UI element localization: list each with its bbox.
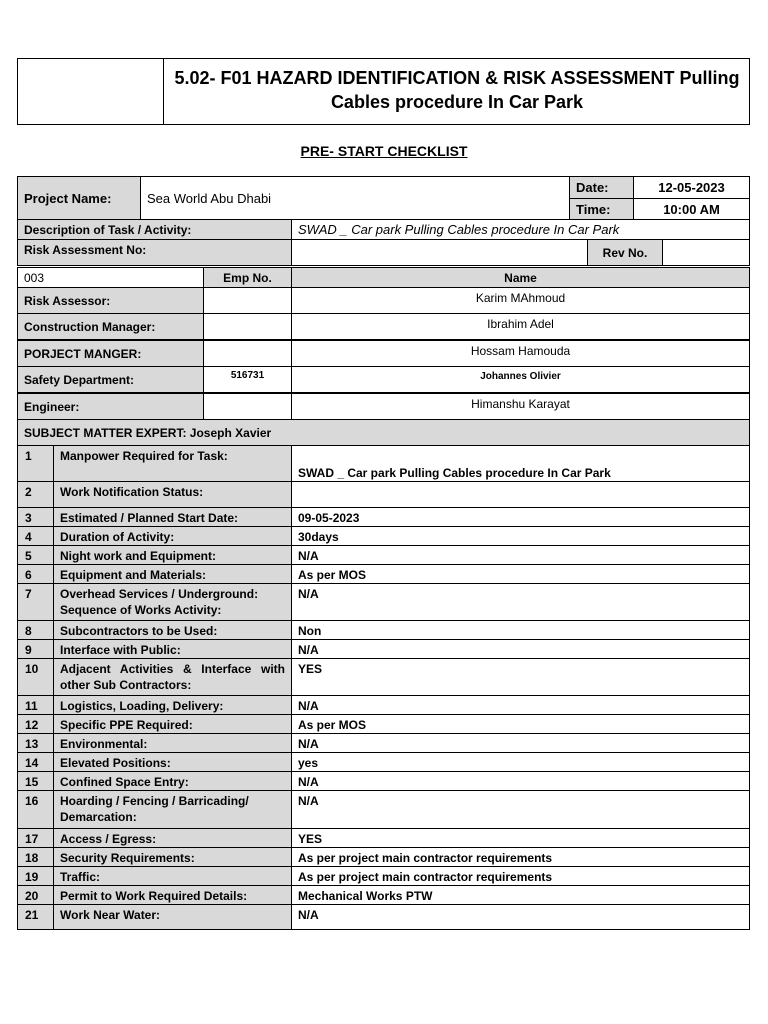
checklist-number: 6	[17, 564, 54, 584]
checklist-item: Equipment and Materials:	[53, 564, 292, 584]
checklist-value: YES	[291, 828, 750, 848]
checklist-number: 19	[17, 866, 54, 886]
checklist-item: Interface with Public:	[53, 639, 292, 659]
checklist-number: 8	[17, 620, 54, 640]
personnel-role: Safety Department:	[17, 366, 204, 393]
personnel-role: Engineer:	[17, 393, 204, 420]
checklist-number: 13	[17, 733, 54, 753]
ra-number: 003	[17, 267, 204, 288]
date-label: Date:	[569, 176, 634, 199]
checklist-value: Mechanical Works PTW	[291, 885, 750, 905]
checklist-number: 15	[17, 771, 54, 791]
checklist-number: 1	[17, 445, 54, 482]
personnel-name: Ibrahim Adel	[291, 313, 750, 340]
subject-matter-expert: SUBJECT MATTER EXPERT: Joseph Xavier	[17, 419, 750, 446]
checklist-number: 16	[17, 790, 54, 829]
checklist-value: As per project main contractor requirements	[291, 847, 750, 867]
checklist-item: Estimated / Planned Start Date:	[53, 507, 292, 527]
project-name-label: Project Name:	[17, 176, 141, 220]
checklist-value: 30days	[291, 526, 750, 546]
checklist-value: N/A	[291, 771, 750, 791]
risk-assessment-no-value	[291, 239, 588, 266]
checklist-item: Environmental:	[53, 733, 292, 753]
emp-no-header: Emp No.	[203, 267, 292, 288]
personnel-emp-no	[203, 313, 292, 340]
checklist-value: N/A	[291, 790, 750, 829]
personnel-name: Johannes Olivier	[291, 366, 750, 393]
checklist-item: Hoarding / Fencing / Barricading/ Demarcation:	[53, 790, 292, 829]
title-line-1: 5.02- F01 HAZARD IDENTIFICATION & RISK ASSESSMENT Pulling	[174, 68, 740, 88]
checklist-item: Subcontractors to be Used:	[53, 620, 292, 640]
checklist-item: Logistics, Loading, Delivery:	[53, 695, 292, 715]
checklist-value: As per MOS	[291, 564, 750, 584]
task-description-label: Description of Task / Activity:	[17, 219, 292, 240]
checklist-item: Night work and Equipment:	[53, 545, 292, 565]
checklist-number: 17	[17, 828, 54, 848]
time-label: Time:	[569, 198, 634, 220]
checklist-value: SWAD _ Car park Pulling Cables procedure In Car Park	[291, 445, 750, 482]
personnel-name: Karim MAhmoud	[291, 287, 750, 314]
personnel-role: PORJECT MANGER:	[17, 340, 204, 367]
personnel-emp-no	[203, 340, 292, 367]
document-title	[164, 66, 750, 114]
checklist-item: Work Notification Status:	[53, 481, 292, 508]
checklist-value: As per project main contractor requirements	[291, 866, 750, 886]
risk-assessment-no-label: Risk Assessment No:	[17, 239, 292, 266]
checklist-item: Permit to Work Required Details:	[53, 885, 292, 905]
logo-placeholder	[17, 58, 164, 125]
pre-start-checklist-heading: PRE- START CHECKLIST	[300, 143, 468, 159]
checklist-item: Specific PPE Required:	[53, 714, 292, 734]
rev-no-label: Rev No.	[587, 239, 663, 266]
checklist-item: Manpower Required for Task:	[53, 445, 292, 482]
checklist-value: Non	[291, 620, 750, 640]
project-name-value: Sea World Abu Dhabi	[140, 176, 570, 220]
checklist-value: N/A	[291, 583, 750, 621]
checklist-value: yes	[291, 752, 750, 772]
checklist-value: YES	[291, 658, 750, 696]
personnel-emp-no: 516731	[203, 366, 292, 393]
title-line-2: Cables procedure In Car Park	[330, 92, 584, 112]
checklist-number: 5	[17, 545, 54, 565]
checklist-item: Confined Space Entry:	[53, 771, 292, 791]
checklist-number: 7	[17, 583, 54, 621]
checklist-number: 14	[17, 752, 54, 772]
checklist-item: Access / Egress:	[53, 828, 292, 848]
personnel-emp-no	[203, 393, 292, 420]
rev-no-value	[662, 239, 750, 266]
checklist-number: 20	[17, 885, 54, 905]
checklist-number: 10	[17, 658, 54, 696]
time-value: 10:00 AM	[633, 198, 750, 220]
checklist-number: 11	[17, 695, 54, 715]
checklist-item: Security Requirements:	[53, 847, 292, 867]
date-value: 12-05-2023	[633, 176, 750, 199]
checklist-value: N/A	[291, 904, 750, 930]
checklist-value: N/A	[291, 733, 750, 753]
checklist-number: 3	[17, 507, 54, 527]
checklist-item: Traffic:	[53, 866, 292, 886]
checklist-value: 09-05-2023	[291, 507, 750, 527]
personnel-emp-no	[203, 287, 292, 314]
checklist-value: N/A	[291, 639, 750, 659]
checklist-number: 12	[17, 714, 54, 734]
checklist-number: 2	[17, 481, 54, 508]
checklist-item: Work Near Water:	[53, 904, 292, 930]
checklist-item: Overhead Services / Underground: Sequence of Works Activity:	[53, 583, 292, 621]
checklist-item: Adjacent Activities & Interface with other Sub Contractors:	[53, 658, 292, 696]
personnel-role: Construction Manager:	[17, 313, 204, 340]
checklist-value: As per MOS	[291, 714, 750, 734]
checklist-item: Elevated Positions:	[53, 752, 292, 772]
checklist-value	[291, 481, 750, 508]
checklist-item: Duration of Activity:	[53, 526, 292, 546]
checklist-value: N/A	[291, 695, 750, 715]
checklist-number: 4	[17, 526, 54, 546]
task-description-value: SWAD _ Car park Pulling Cables procedure In Car Park	[291, 219, 750, 240]
checklist-value: N/A	[291, 545, 750, 565]
checklist-number: 9	[17, 639, 54, 659]
personnel-name: Himanshu Karayat	[291, 393, 750, 420]
checklist-number: 18	[17, 847, 54, 867]
checklist-number: 21	[17, 904, 54, 930]
name-header: Name	[291, 267, 750, 288]
personnel-role: Risk Assessor:	[17, 287, 204, 314]
personnel-name: Hossam Hamouda	[291, 340, 750, 367]
